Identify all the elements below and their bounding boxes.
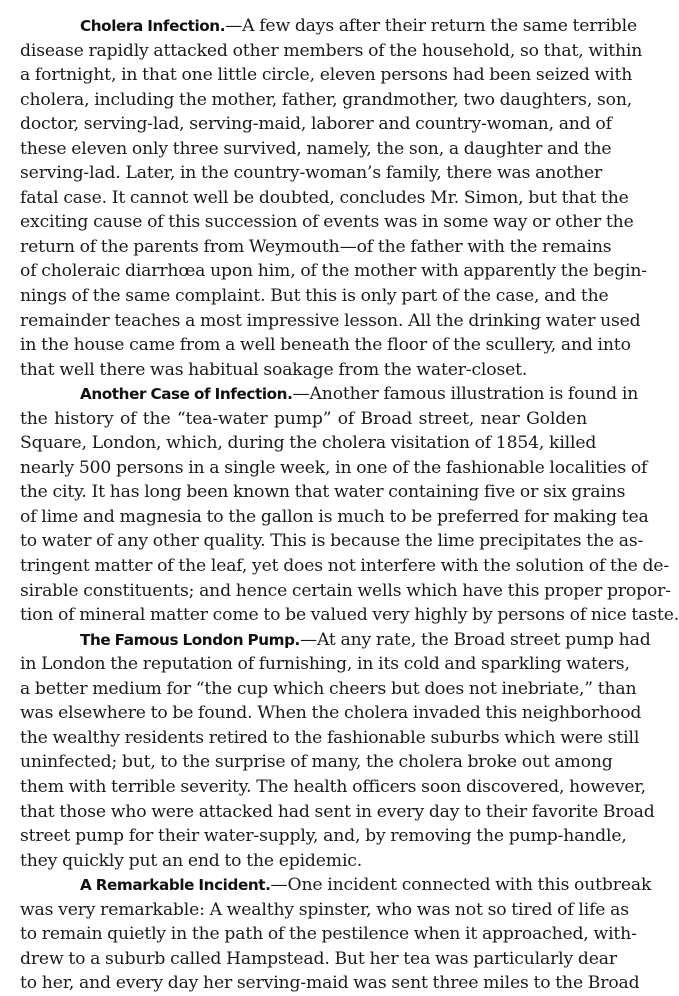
text-line: that well there was habitual soakage from the water-closet. [20,359,528,380]
paragraph-heading: Cholera Infection. [80,17,226,35]
text-line [20,382,639,407]
text-line: was elsewhere to be found. When the cholera invaded this neighborhood [20,703,642,724]
paragraph-heading: Another Case of Infection. [80,385,293,404]
text-line [20,873,652,898]
line-text: —A few days after their return the same terrible [225,16,638,36]
text-line: uninfected; but, to the surprise of many, the cholera broke out among [20,752,613,773]
line-text: —Another famous illustration is found in [292,384,639,405]
text-line: fatal case. It cannot well be doubted, concludes Mr. Simon, but that the [20,187,629,208]
text-line: street pump for their water-supply, and, by removing the pump-handle, [20,826,627,847]
text-line: the history of the “tea-water pump” of Broad street, near Golden [20,408,587,429]
text-line: serving-lad. Later, in the country-woman’s family, there was another [20,163,603,184]
paragraph-heading: A Remarkable Incident. [80,876,271,895]
text-line: Square, London, which, during the cholera visitation of 1854, killed [20,433,597,454]
line-text: —One incident connected with this outbreak [270,875,652,896]
text-line: these eleven only three survived, namely, the son, a daughter and the [20,138,612,159]
text-line: remainder teaches a most impressive lesson. All the drinking water used [20,310,641,331]
text-line: a better medium for “the cup which cheers but does not inebriate,” than [20,678,637,699]
text-line: return of the parents from Weymouth—of the father with the remains [20,236,612,257]
text-line: tringent matter of the leaf, yet does not interfere with the solution of the de- [20,556,670,577]
text-line: tion of mineral matter come to be valued very highly by persons of nice taste. [20,605,679,626]
text-line: the wealthy residents retired to the fashionable suburbs which were still [20,727,640,748]
text-line: disease rapidly attacked other members of the household, so that, within [20,40,643,61]
text-line: nings of the same complaint. But this is only part of the case, and the [20,286,609,307]
text-line: in London the reputation of furnishing, in its cold and sparkling waters, [20,654,630,675]
text-line: doctor, serving-lad, serving-maid, laborer and country-woman, and of [20,114,612,135]
text-line [20,628,651,653]
paragraph-another-case-of-infection [20,382,679,627]
text-line: that those who were attacked had sent in every day to their favorite Broad [20,801,655,822]
text-line: was very remarkable: A wealthy spinster, who was not so tired of life as [20,899,629,920]
text-line: exciting cause of this succession of events was in some way or other the [20,212,634,233]
paragraph-famous-london-pump [20,628,655,873]
text-line: they quickly put an end to the epidemic. [20,850,363,871]
text-line: the city. It has long been known that water containing five or six grains [20,482,626,503]
paragraph-heading: The Famous London Pump. [80,630,300,649]
document-page [20,14,679,996]
paragraph-remarkable-incident [20,873,652,996]
text-line: a fortnight, in that one little circle, eleven persons had been seized with [20,65,633,86]
paragraph-cholera-infection [20,14,647,382]
text-line: of choleraic diarrhœa upon him, of the mother with apparently the begin- [20,261,647,282]
text-line: in the house came from a well beneath the floor of the scullery, and into [20,335,631,356]
text-line: sirable constituents; and hence certain wells which have this proper propor- [20,580,671,601]
text-line: to her, and every day her serving-maid was sent three miles to the Broad [20,973,640,994]
text-line: cholera, including the mother, father, grandmother, two daughters, son, [20,89,633,110]
text-line: nearly 500 persons in a single week, in one of the fashionable localities of [20,457,648,478]
text-line: them with terrible severity. The health officers soon discovered, however, [20,776,646,797]
line-text: —At any rate, the Broad street pump had [299,629,651,650]
text-line: to water of any other quality. This is because the lime precipitates the as- [20,531,644,552]
text-line [20,14,638,39]
text-line: to remain quietly in the path of the pestilence when it approached, with- [20,924,637,945]
text-line: of lime and magnesia to the gallon is much to be preferred for making tea [20,506,649,527]
text-line: drew to a suburb called Hampstead. But her tea was particularly dear [20,948,617,969]
